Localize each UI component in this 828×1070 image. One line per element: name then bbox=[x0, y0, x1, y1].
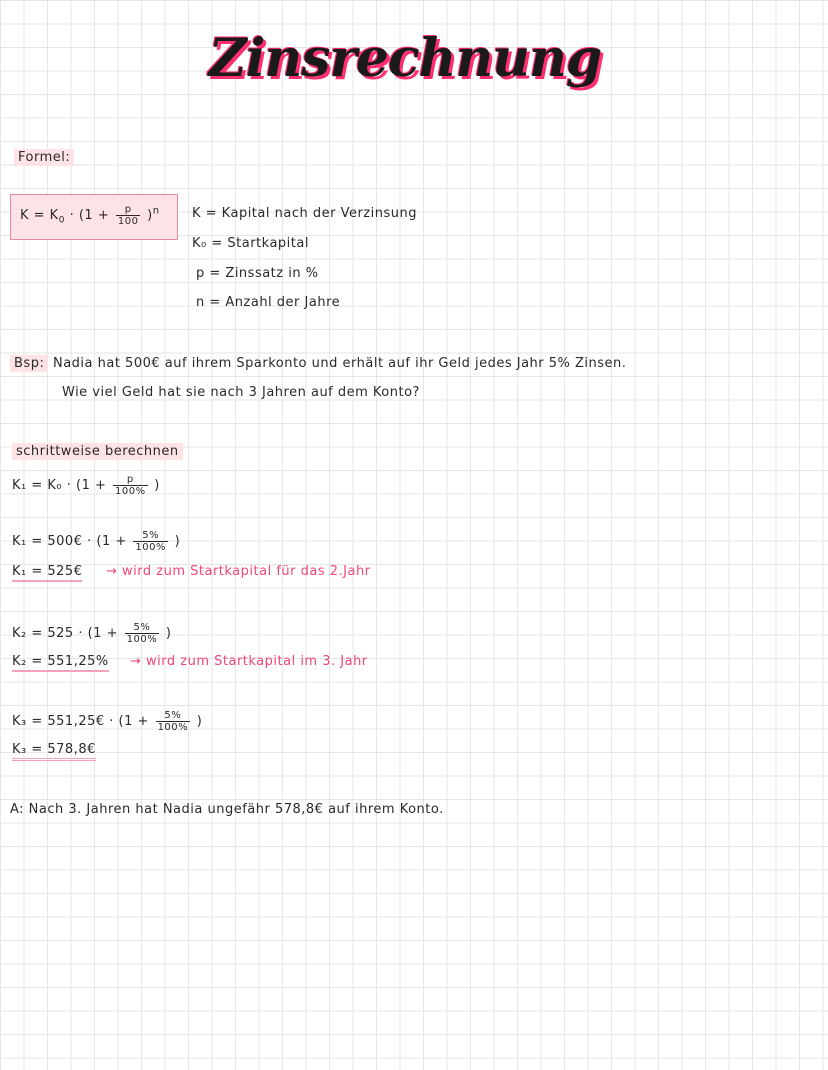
schritt-heading: schrittweise berechnen bbox=[12, 444, 183, 459]
formula: $K = K_0 \cdot (1$ + $\frac{p}{100}$ )$^n$ bbox=[20, 204, 160, 227]
beispiel-line2: Wie viel Geld hat sie nach 3 Jahren auf dem Konto? bbox=[62, 385, 420, 400]
def-p: p = Zinssatz in % bbox=[196, 266, 319, 281]
beispiel-line1: Bsp: Nadia hat 500€ auf ihrem Sparkonto und erhält auf ihr Geld jedes Jahr 5% Zinsen. bbox=[10, 356, 626, 371]
formel-heading: Formel: bbox=[14, 150, 74, 165]
step3-result: K₃ = 578,8€ bbox=[12, 742, 96, 757]
def-n: n = Anzahl der Jahre bbox=[196, 295, 341, 310]
page-title: Zinsrechnung bbox=[208, 28, 602, 89]
general-step: K₁ = K₀ · (1 + $\frac{p}{100\%}$ ) bbox=[12, 474, 160, 497]
step1-note: → wird zum Startkapital für das 2.Jahr bbox=[106, 564, 371, 579]
step2-result: K₂ = 551,25% bbox=[12, 654, 109, 669]
beispiel-label: Bsp: bbox=[10, 355, 48, 372]
step2: K₂ = 525 · (1 + $\frac{5\%}{100\%}$ ) bbox=[12, 622, 172, 645]
step2-note: → wird zum Startkapital im 3. Jahr bbox=[130, 654, 368, 669]
step1-result: K₁ = 525€ bbox=[12, 564, 82, 579]
def-k: K = Kapital nach der Verzinsung bbox=[192, 206, 417, 221]
antwort: A: Nach 3. Jahren hat Nadia ungefähr 578,8€ auf ihrem Konto. bbox=[10, 802, 444, 817]
step3: K₃ = 551,25€ · (1 + $\frac{5\%}{100\%}$ ) bbox=[12, 710, 203, 733]
def-k0: K₀ = Startkapital bbox=[192, 236, 309, 251]
formula-fraction: $\frac{p}{100}$ bbox=[117, 204, 139, 227]
step1: K₁ = 500€ · (1 + $\frac{5\%}{100\%}$ ) bbox=[12, 530, 181, 553]
